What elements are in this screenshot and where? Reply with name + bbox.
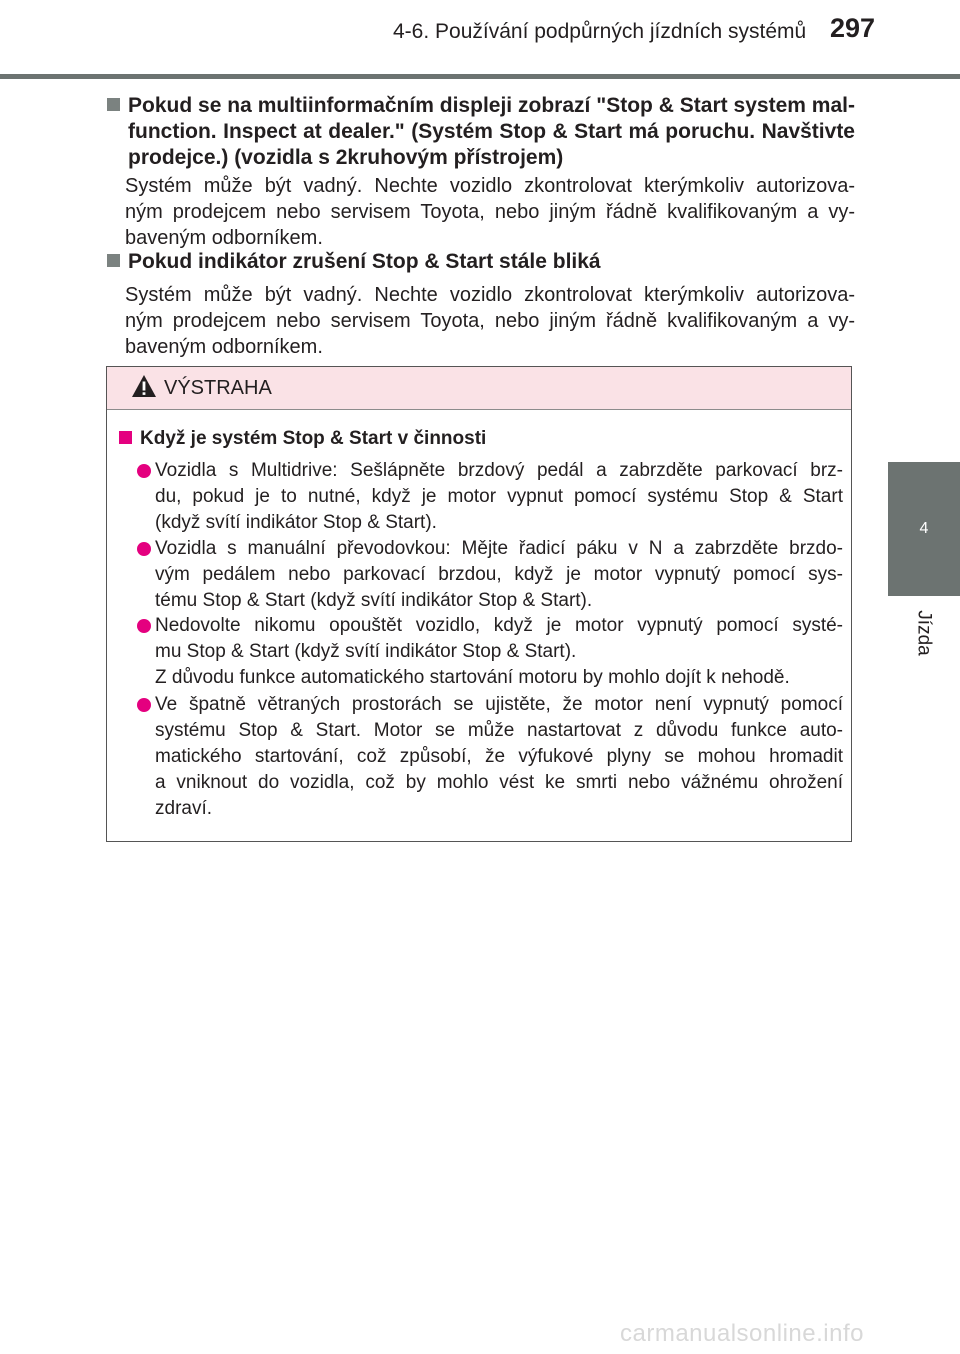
bullet-line: Vozidla s Multidrive: Sešlápněte brzdový pedál a zabrzděte parkovací brz- — [155, 460, 843, 481]
section-square-icon — [107, 254, 120, 267]
section-body-1 — [125, 173, 855, 251]
bullet-line: vým pedálem nebo parkovací brzdou, když je motor vypnutý pomocí sys- — [155, 564, 843, 585]
body-line: ným prodejcem nebo servisem Toyota, nebo jiným řádně kvalifikovaným a vy- — [125, 310, 855, 332]
bullet-line: zdraví. — [155, 798, 213, 819]
bullet-line: mu Stop & Start (když svítí indikátor Stop & Start). — [155, 641, 577, 662]
side-tab-number-text: 4 — [919, 520, 929, 537]
section-heading-2 — [107, 249, 855, 275]
side-tab-label: Jízda — [913, 610, 935, 656]
bullet-dot-icon — [137, 619, 151, 633]
warning-bullet-4 — [133, 692, 843, 822]
section-square-icon — [107, 98, 120, 111]
bullet-line: Vozidla s manuální převodovkou: Mějte řadicí páku v N a zabrzděte brzdo- — [155, 538, 843, 559]
warning-bullet-3 — [133, 613, 843, 691]
heading-line-text: Pokud indikátor zrušení Stop & Start stále bliká — [128, 250, 601, 273]
warning-title: VÝSTRAHA — [164, 377, 272, 399]
bullet-line: tému Stop & Start (když svítí indikátor Stop & Start). — [155, 590, 593, 611]
bullet-line: (když svítí indikátor Stop & Start). — [155, 512, 437, 533]
body-line: Systém může být vadný. Nechte vozidlo zkontrolovat kterýmkoliv autorizova- — [125, 175, 855, 197]
bullet-line: Ve špatně větraných prostorách se ujistěte, že motor není vypnutý pomocí — [155, 694, 843, 715]
bullet-dot-icon — [137, 464, 151, 478]
warning-box — [106, 366, 852, 842]
body-line: baveným odborníkem. — [125, 336, 323, 358]
heading-line — [107, 93, 855, 119]
warning-heading-text: Když je systém Stop & Start v činnosti — [140, 428, 487, 449]
body-line: ným prodejcem nebo servisem Toyota, nebo jiným řádně kvalifikovaným a vy- — [125, 201, 855, 223]
watermark: carmanualsonline.info — [620, 1320, 864, 1347]
side-tab-label-box — [888, 598, 960, 668]
bullet-dot-icon — [137, 698, 151, 712]
side-tab-chapter-number — [888, 462, 960, 596]
bullet-line: systému Stop & Start. Motor se může nastartovat z důvodu funkce auto- — [155, 720, 843, 741]
warning-header — [107, 367, 851, 410]
page-number: 297 — [830, 13, 876, 43]
heading-line: prodejce.) (vozidla s 2kruhovým přístrojem) — [128, 146, 564, 169]
chapter-title: 4-6. Používání podpůrných jízdních systémů — [393, 20, 807, 43]
body-line: Systém může být vadný. Nechte vozidlo zkontrolovat kterýmkoliv autorizova- — [125, 284, 855, 306]
bullet-line: matického startování, což způsobí, že výfukové plyny se mohou hromadit — [155, 746, 843, 767]
warning-bullet-2 — [133, 536, 843, 614]
heading-line: function. Inspect at dealer." (Systém Stop & Start má poruchu. Navštivte — [128, 120, 855, 143]
section-body-2 — [125, 282, 855, 360]
section-heading-1 — [107, 93, 855, 171]
warning-square-icon — [119, 431, 132, 444]
header-rule — [0, 74, 960, 79]
bullet-line: a vniknout do vozidla, což by mohlo vést ke smrti nebo vážnému ohrožení — [155, 772, 843, 793]
bullet-line: Z důvodu funkce automatického startování motoru by mohlo dojít k nehodě. — [155, 667, 790, 688]
heading-line-text: Pokud se na multiinformačním displeji zobrazí "Stop & Start system mal- — [128, 94, 855, 117]
warning-heading — [119, 427, 486, 451]
bullet-line: du, pokud je to nutné, když je motor vypnut pomocí systému Stop & Start — [155, 486, 843, 507]
bullet-dot-icon — [137, 542, 151, 556]
body-line: baveným odborníkem. — [125, 227, 323, 249]
heading-line — [107, 249, 855, 275]
bullet-line: Nedovolte nikomu opouštět vozidlo, když je motor vypnutý pomocí systé- — [155, 615, 843, 636]
warning-triangle-icon — [131, 374, 157, 398]
warning-bullet-1 — [133, 458, 843, 536]
